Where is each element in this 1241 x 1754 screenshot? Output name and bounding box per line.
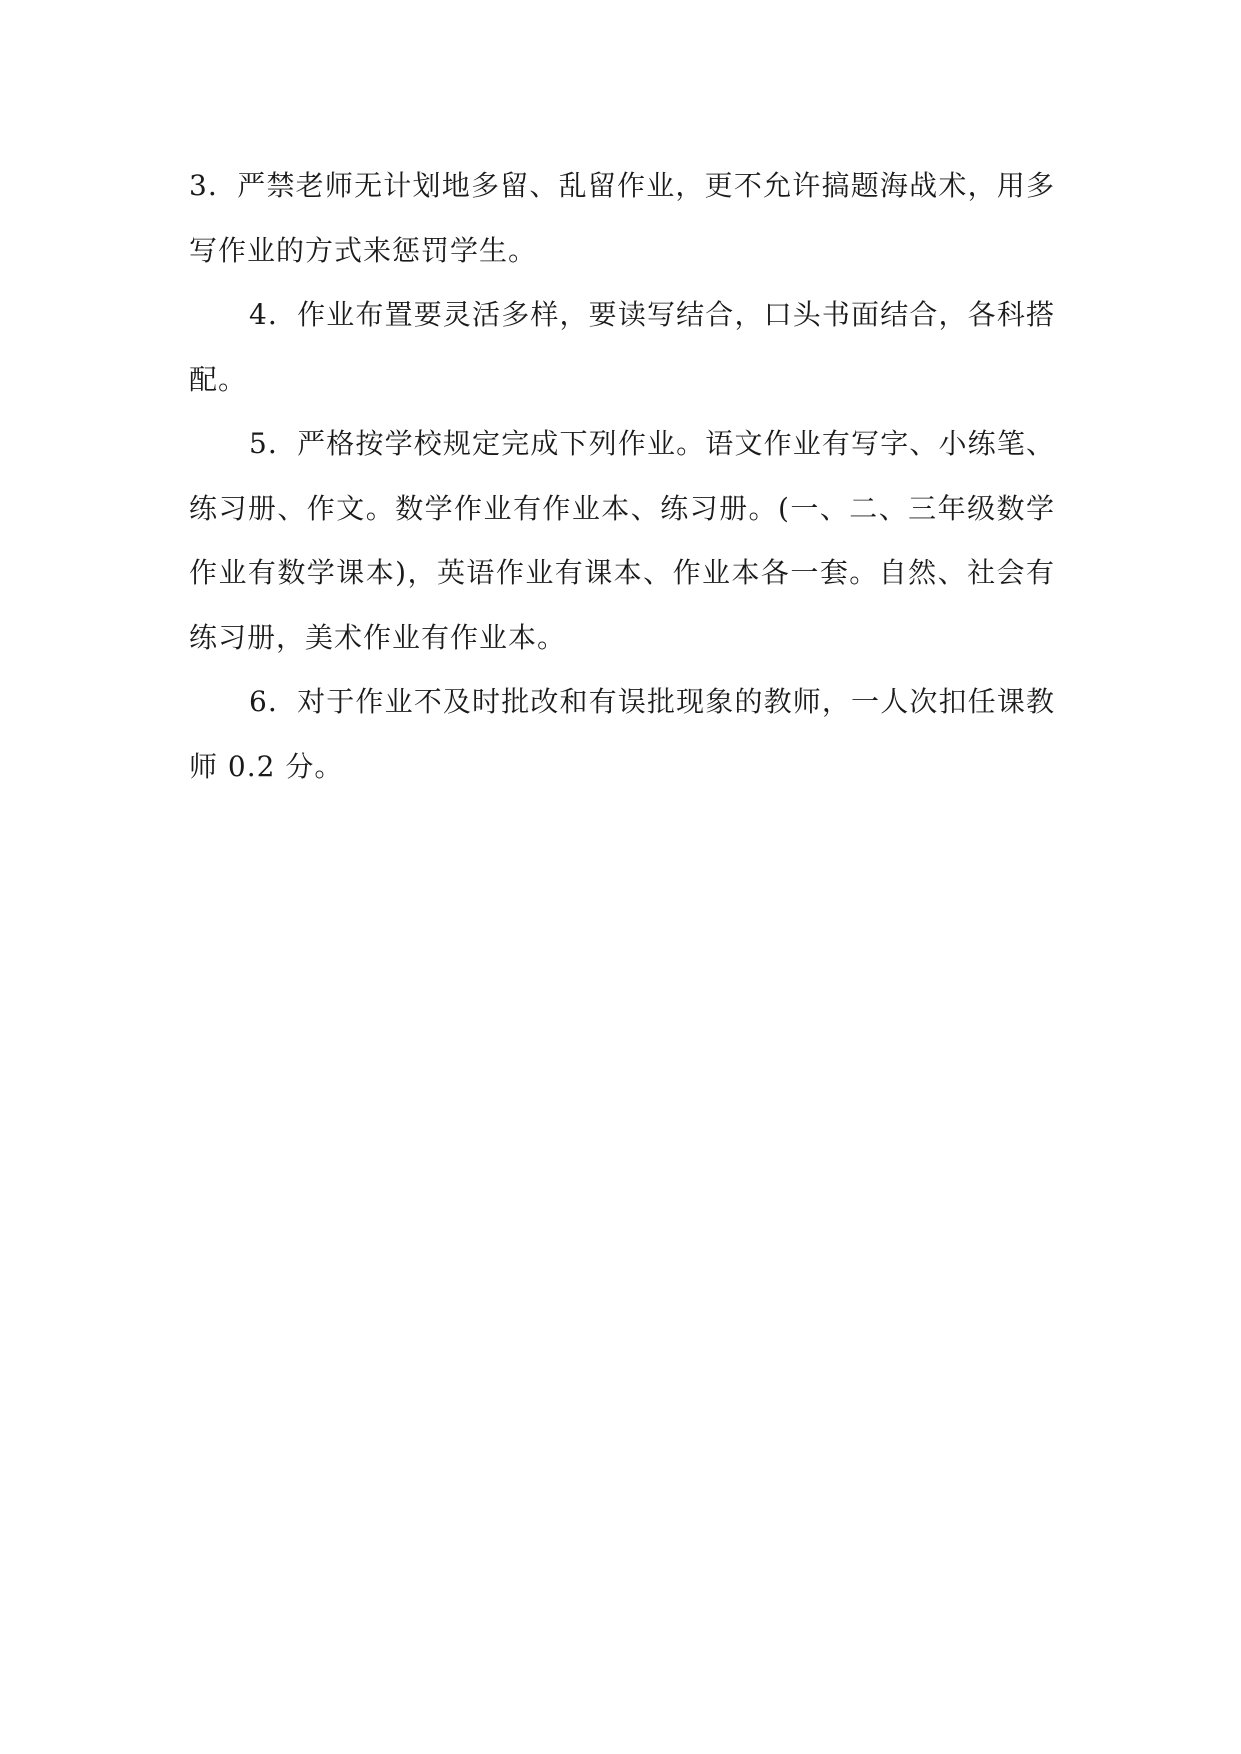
paragraph-item-6: 6．对于作业不及时批改和有误批现象的教师，一人次扣任课教师 0.2 分。 xyxy=(189,685,1055,783)
paragraph-item-4: 4．作业布置要灵活多样，要读写结合，口头书面结合，各科搭配。 xyxy=(189,298,1055,396)
paragraph-item-5: 5．严格按学校规定完成下列作业。语文作业有写字、小练笔、练习册、作文。数学作业有作业本、练习册。(一、二、三年级数学作业有数学课本)，英语作业有课本、作业本各一套。自然、社会有练习册，美术作业有作业本。 xyxy=(189,427,1055,654)
document-body xyxy=(189,154,1055,799)
paragraph-item-3: 3．严禁老师无计划地多留、乱留作业，更不允许搞题海战术，用多写作业的方式来惩罚学生。 xyxy=(189,169,1055,267)
